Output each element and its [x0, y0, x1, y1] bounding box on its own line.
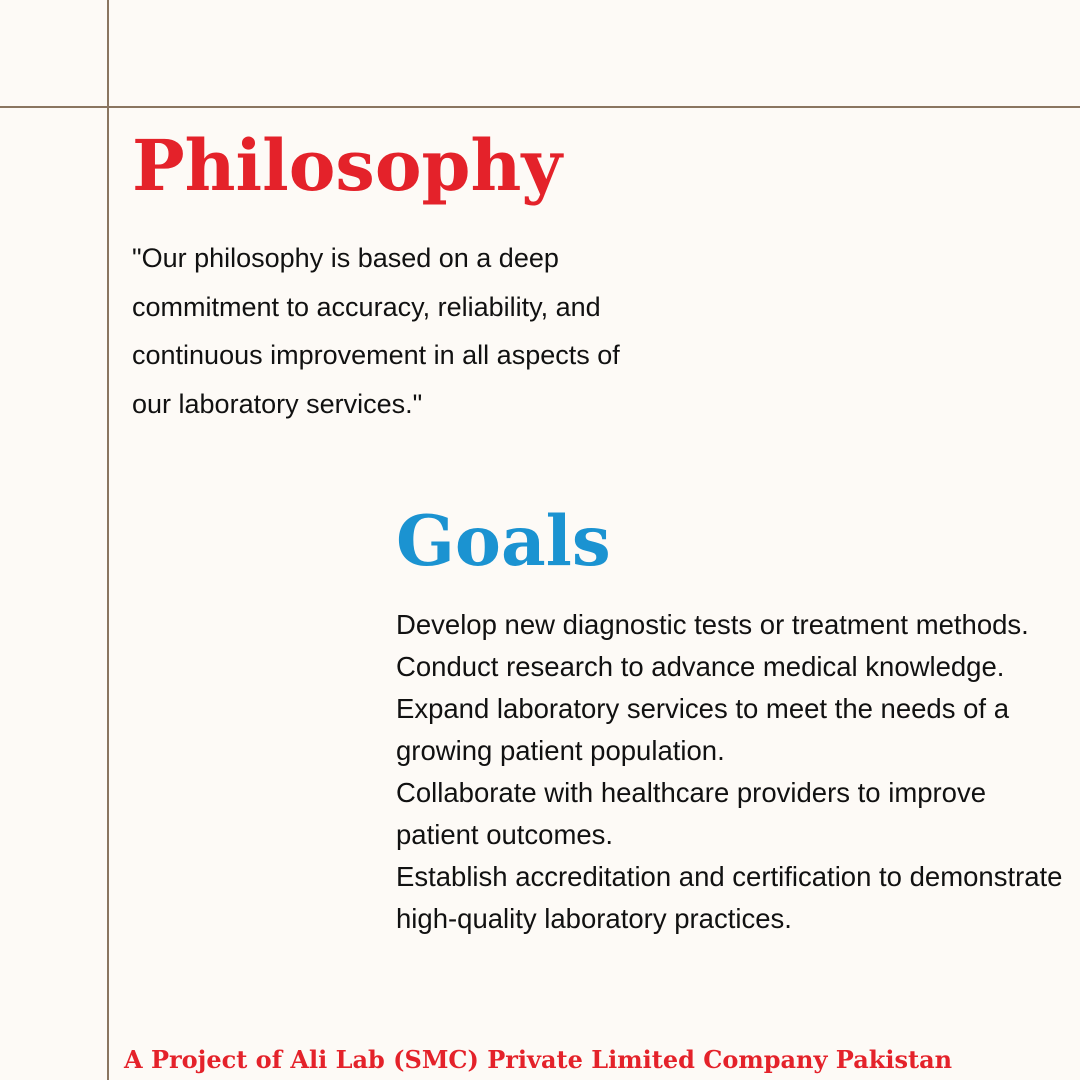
- horizontal-divider-line: [0, 106, 1080, 108]
- goal-item: Develop new diagnostic tests or treatment methods.: [396, 609, 1029, 640]
- vertical-divider-line: [107, 0, 109, 1080]
- philosophy-statement: "Our philosophy is based on a deep commitment to accuracy, reliability, and continuous improvement in all aspects of our laboratory services.": [132, 243, 620, 419]
- goals-list: [396, 604, 1076, 940]
- goal-item: Conduct research to advance medical knowledge.: [396, 651, 1005, 682]
- goal-item: Expand laboratory services to meet the needs of a growing patient population.: [396, 693, 1009, 766]
- goals-heading: Goals: [396, 501, 611, 582]
- philosophy-heading: Philosophy: [132, 124, 563, 207]
- goal-item: Establish accreditation and certification to demonstrate high-quality laboratory practices.: [396, 861, 1063, 934]
- footer-credit: A Project of Ali Lab (SMC) Private Limited Company Pakistan: [124, 1045, 953, 1074]
- goal-item: Collaborate with healthcare providers to improve patient outcomes.: [396, 777, 987, 850]
